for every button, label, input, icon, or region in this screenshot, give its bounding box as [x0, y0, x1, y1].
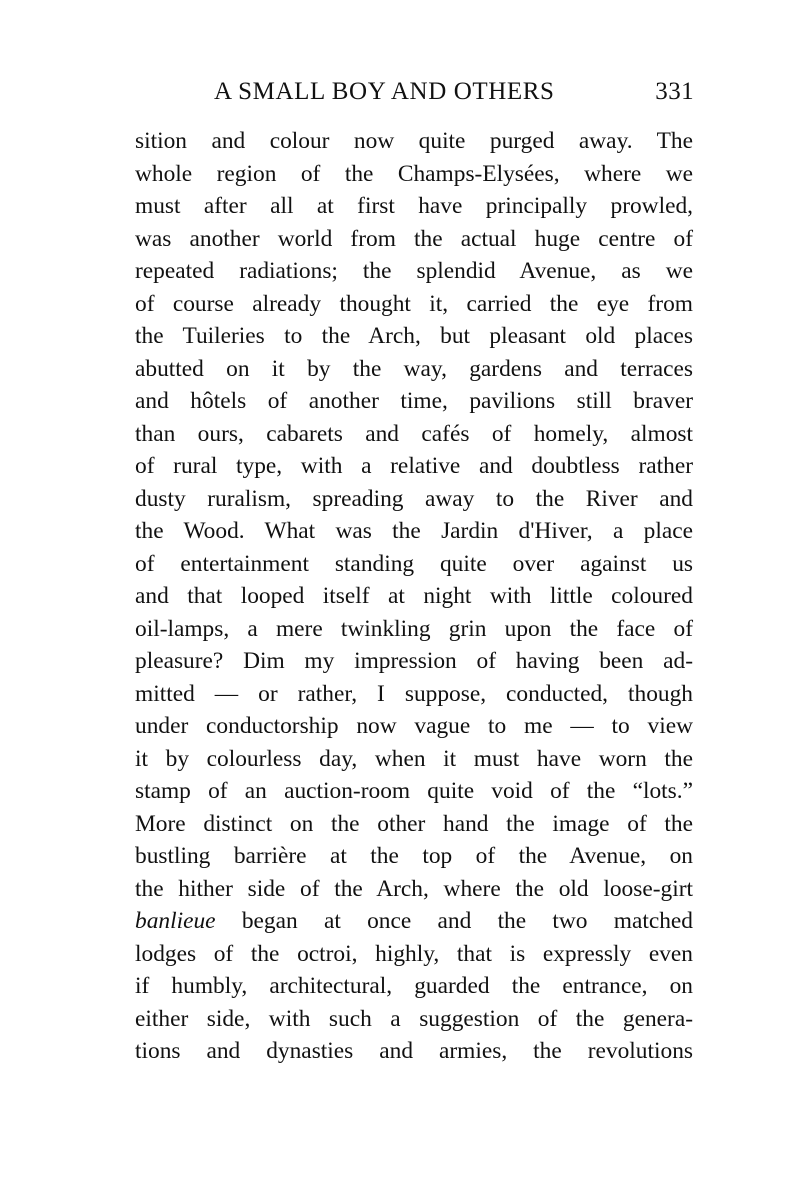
text-line: was another world from the actual huge centre of: [135, 225, 693, 252]
text-line-rest: began at once and the two matched: [215, 908, 693, 934]
text-line: repeated radiations; the splendid Avenue, as we: [135, 258, 693, 284]
text-line: must after all at first have principally prowled,: [135, 193, 693, 219]
text-line: of course already thought it, carried the eye from: [135, 290, 693, 317]
text-line: it by colourless day, when it must have worn the: [135, 745, 693, 772]
text-line-with-italic: [135, 905, 693, 938]
body-text: [135, 125, 693, 1068]
text-line: bustling barrière at the top of the Avenue, on: [135, 843, 693, 869]
text-line: dusty ruralism, spreading away to the River and: [135, 485, 693, 512]
text-line: lodges of the octroi, highly, that is expressly even: [135, 940, 693, 967]
text-line: and hôtels of another time, pavilions still braver: [135, 388, 693, 414]
text-line: stamp of an auction-room quite void of the “lots.”: [135, 778, 693, 804]
text-line: than ours, cabarets and cafés of homely, almost: [135, 420, 693, 447]
text-line: oil-lamps, a mere twinkling grin upon the face of: [135, 615, 693, 642]
text-line: if humbly, architectural, guarded the entrance, on: [135, 973, 693, 999]
page-number: 331: [655, 78, 694, 105]
text-line: tions and dynasties and armies, the revolutions: [135, 1038, 693, 1064]
text-line: the Tuileries to the Arch, but pleasant old places: [135, 323, 693, 349]
text-line: mitted — or rather, I suppose, conducted, though: [135, 680, 693, 707]
text-line: the hither side of the Arch, where the old loose-girt: [135, 875, 693, 902]
text-line: of rural type, with a relative and doubtless rather: [135, 453, 693, 479]
text-line: sition and colour now quite purged away. The: [135, 128, 693, 154]
text-line: More distinct on the other hand the image of the: [135, 810, 693, 837]
text-line: under conductorship now vague to me — to view: [135, 713, 693, 739]
text-line: of entertainment standing quite over against us: [135, 550, 693, 577]
text-line: either side, with such a suggestion of the genera-: [135, 1005, 693, 1032]
italic-word: banlieue: [135, 908, 216, 934]
text-line: whole region of the Champs-Elysées, where we: [135, 160, 693, 187]
text-line: the Wood. What was the Jardin d'Hiver, a place: [135, 518, 693, 544]
text-line: pleasure? Dim my impression of having been ad-: [135, 648, 693, 674]
running-title: A SMALL BOY AND OTHERS: [214, 78, 555, 105]
text-line: abutted on it by the way, gardens and terraces: [135, 355, 693, 382]
running-head: [214, 78, 694, 114]
text-line: and that looped itself at night with little coloured: [135, 583, 693, 609]
